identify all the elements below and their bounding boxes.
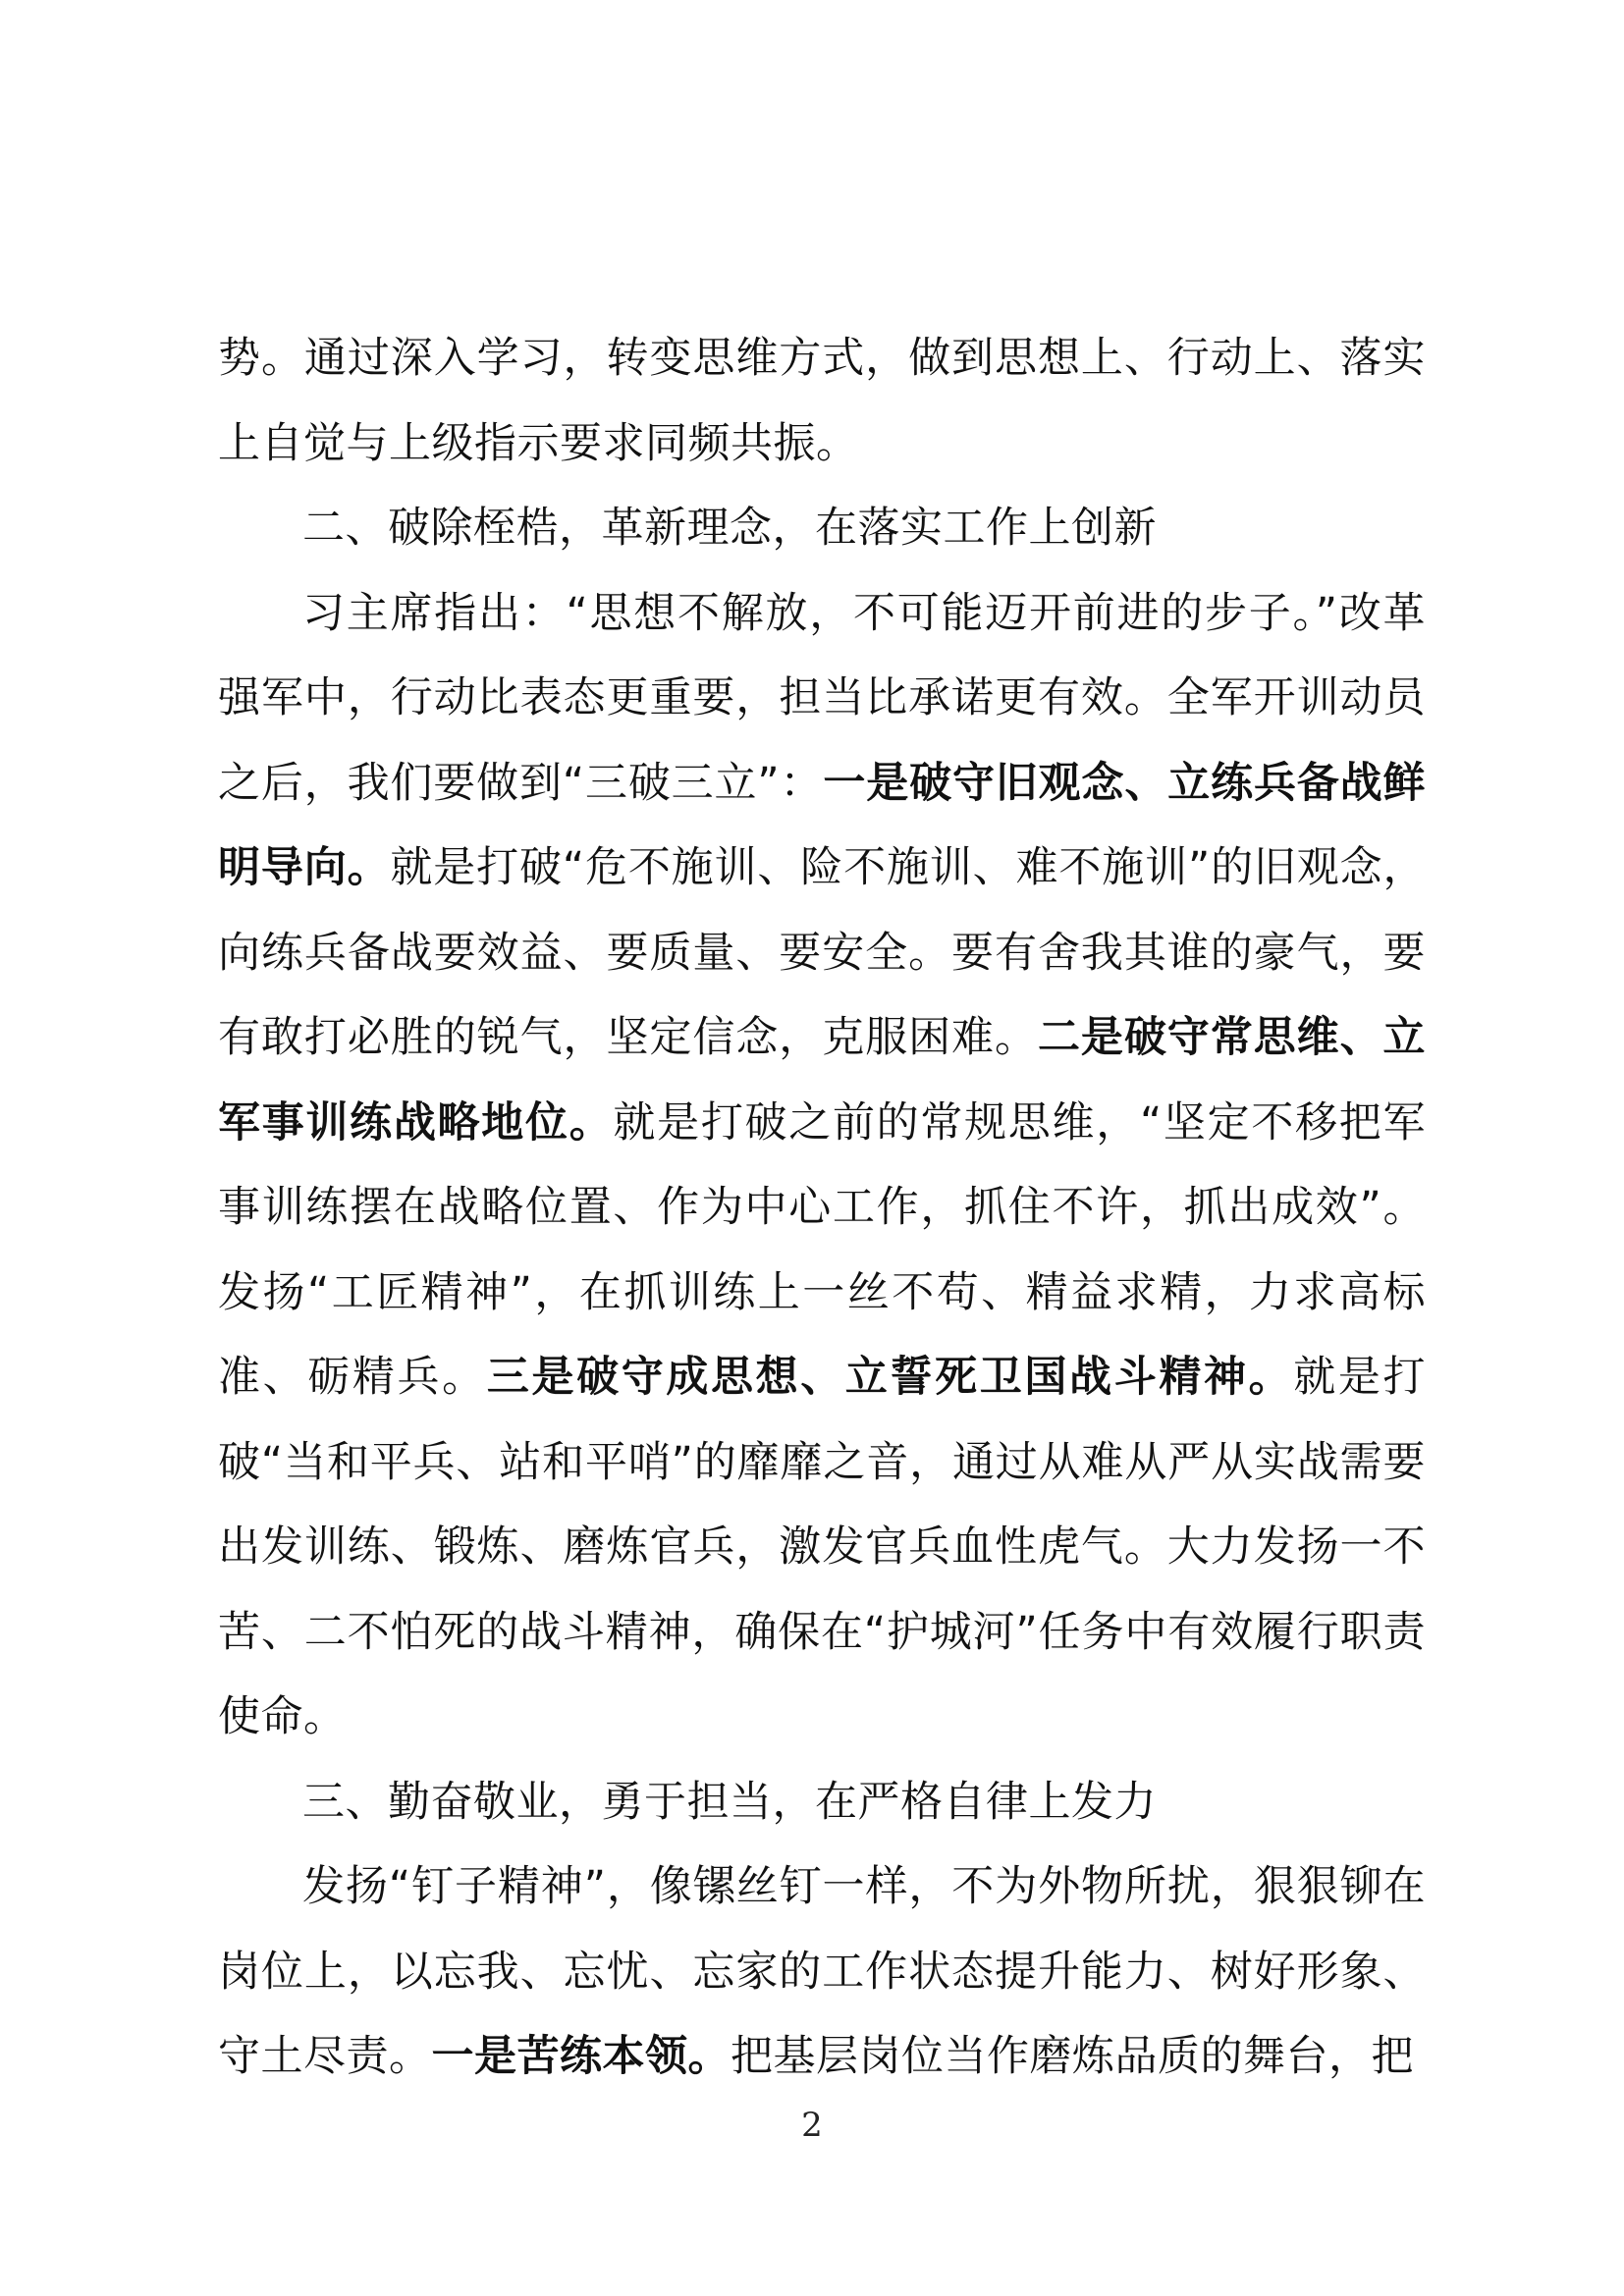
paragraph-section-2 [218,571,1426,1760]
paragraph-text: 习主席指出：“思想不解放，不可能迈开前进的步子。”改革强军中，行动比表态更重要，担当比承诺更有效。全军开训动员之后，我们要做到“三破三立”： [218,588,1426,808]
bold-point-1: 一是破守旧观念、立练兵备战鲜明导向。 [218,758,1427,892]
paragraph-section-3 [218,1844,1426,2100]
paragraph-text: 把基层岗位当作磨炼品质的舞台，把 [731,2032,1414,2081]
section-heading-3: 三、勤奋敬业，勇于担当，在严格自律上发力 [302,1777,1157,1827]
paragraph-text: 势。通过深入学习，转变思维方式，做到思想上、行动上、落实上自觉与上级指示要求同频共振。 [218,334,1426,468]
paragraph-text: 发扬“钉子精神”，像镙丝钉一样，不为外物所扰，狠狠铆在岗位上，以忘我、忘忧、忘家的工作状态提升能力、树好形象、守土尽责。 [218,1862,1426,2081]
section-heading-2: 二、破除桎梏，革新理念，在落实工作上创新 [302,504,1157,553]
page-number: 2 [801,2106,823,2145]
paragraph-text: 就是打破之前的常规思维，“坚定不移把军事训练摆在战略位置、作为中心工作，抓住不许，抓出成效”。发扬“工匠精神”，在抓训练上一丝不苟、精益求精，力求高标准、砺精兵。 [218,1097,1426,1402]
paragraph-text: 就是打破“当和平兵、站和平哨”的靡靡之音，通过从难从严从实战需要出发训练、锻炼、磨炼官兵，激发官兵血性虎气。大力发扬一不苦、二不怕死的战斗精神，确保在“护城河”任务中有效履行职责使命。 [218,1353,1427,1741]
bold-point-2: 二是破守常思维、立军事训练战略地位。 [218,1013,1427,1148]
paragraph-continuation [218,316,1426,486]
paragraph-text: 就是打破“危不施训、险不施训、难不施训”的旧观念，向练兵备战要效益、要质量、要安全。要有舍我其谁的豪气，要有敢打必胜的锐气，坚定信念，克服困难。 [218,843,1426,1062]
document-body [218,316,1426,2100]
bold-point-1: 一是苦练本领。 [431,2032,731,2081]
bold-point-3: 三是破守成思想、立誓死卫国战斗精神。 [486,1353,1294,1402]
